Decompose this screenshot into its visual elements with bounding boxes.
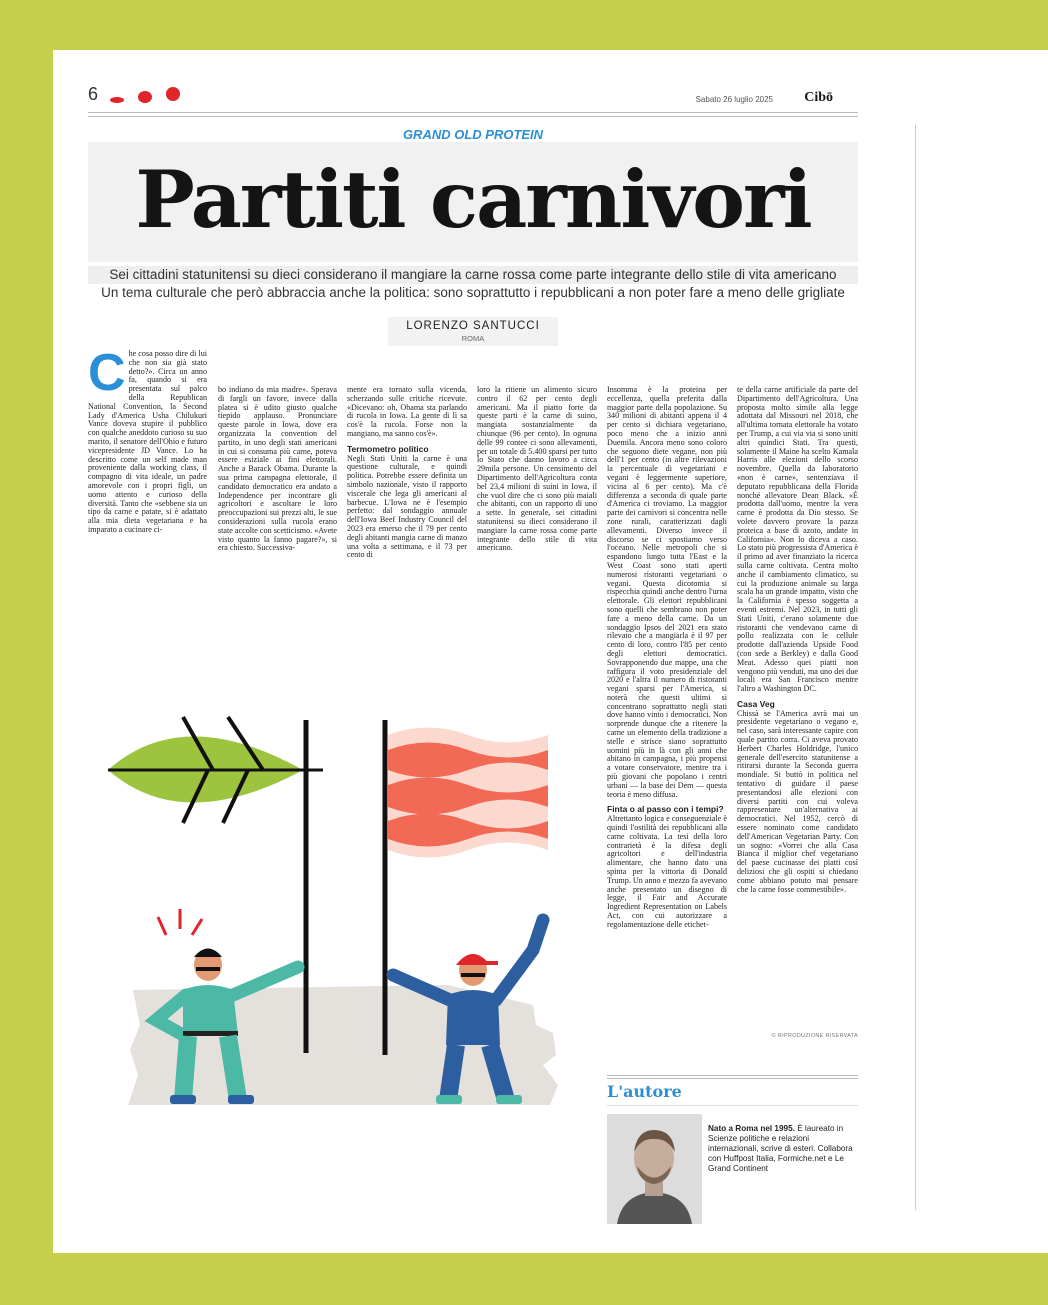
article-title: Partiti carnivori <box>135 153 811 246</box>
newspaper-page <box>53 50 1048 1253</box>
page-edge-line <box>915 125 916 1210</box>
subheading: Termometro politico <box>347 443 429 454</box>
red-dots-icon <box>110 86 190 104</box>
author-photo <box>607 1114 702 1224</box>
paragraph: te della carne artificiale da parte del Dipartimento dell'Agricoltura. Una proposta molto simile alla legge adottata dal Missouri nel 2018, che all'ultima tornata elettorale ha votato per Trump, a cui via via si sono uniti altri quindici Stati. Tra questi, solamente il Maine ha scelto Kamala Harris alle elezioni dello scorso novembre. Quella da laboratorio «non è carne», sentenziava il deputato repubblicana della Florida nonché allevatore Dean Black. «È prodotta dall'uomo, mentre la vera carne è prodotta da Dio stesso. Se volete davvero provare la pazza proteica a base di azoto, andate in California». Non lo diceva a caso. Lo stato più progressista d'America è il primo ad aver finanziato la ricerca sulla carne coltivata. Centra molto anche il cambiamento climatico, su cui la produzione animale su larga scala ha un grande impatto, visto che la California è spesso soggetta a eventi estremi. Nel 2023, in tutti gli Stati Uniti, c'erano solamente due ristoranti che vendevano carne di pollo realizzata con le cellule prodotte dall'azienda Upside Food (con sede a Berkley) e dalla Good Meat. Adesso quei piatti non vengono più venduti, ma uno dei due locali era San Francisco mentre l'altro a Washington DC. <box>737 386 858 694</box>
page-number: 6 <box>88 84 99 104</box>
author-bio <box>708 1124 858 1174</box>
standfirst-line-2: Un tema culturale che però abbraccia anche la politica: sono soprattutto i repubblicani a non poter fare a meno delle grigliate <box>101 285 845 300</box>
paragraph: Altrettanto logica e conseguenziale è quindi l'ostilità dei repubblicani alla carne coltivata. La tesi della loro contrarietà è la difesa degli agricoltori e dell'industria alimentare, che hanno dato una spinta per la vittoria di Donald Trump. Un anno e mezzo fa avevano anche presentato un disegno di legge, il Fair and Accurate Ingredient Representation on Labels Act, con cui autorizzare a regolamentazione delle etichet- <box>607 814 727 929</box>
drop-cap: C <box>88 350 126 402</box>
text-column-2 <box>218 386 337 586</box>
subheading: Finta o al passo con i tempi? <box>607 804 724 815</box>
paragraph: he cosa posso dire di lui che non sia già stato detto?». Circa un anno fa, quando si era presentata sul palco della Republican National Convention, la Second Lady d'America Usha Chilukuri Vance doveva stupire il pubblico con qualche aneddoto curioso su suo marito, il senatore dell'Ohio e futuro vicepresidente JD Vance. Lo ha descritto come un self made man proveniente dalla working class, il compagno di vita ideale, un padre amorevole con i propri figli, un uomo attento e curioso della diversità. Tanto che «sebbene sia un tipo da carne e patate, si è adattato alla mia dieta vegetariana e ha imparato a cucinare ci- <box>88 350 207 534</box>
author-bio-text: È laureato in Scienze politiche e relazioni internazionali, scrive di esteri. Collabora con Huffpost Italia, Formiche.net e Le Grand Continent <box>708 1124 853 1173</box>
author-name: LORENZO SANTUCCI <box>406 320 540 332</box>
text-column-1 <box>88 350 207 575</box>
leaf-flag <box>108 717 323 823</box>
section-brand: Cibō <box>804 90 833 105</box>
paragraph: Negli Stati Uniti la carne è una questione culturale, e quindi politica. Potrebbe essere definita un simbolo nazionale, visto il rapporto viscerale che lega gli americani al barbecue. L'Iowa ne è l'esempio perfetto: dal sondaggio annuale dell'Iowa Beef Industry Council del 2023 era emerso che il 79 per cento degli abitanti mangia carne di manzo una volta a settimana, e il 73 per cento di <box>347 453 467 560</box>
author-bio-lead: Nato a Roma nel 1995. <box>708 1124 795 1133</box>
paragraph: bo indiano da mia madre». Sperava di fargli un favore, invece dalla platea si è udito giusto qualche tiepido applauso. Pronunciare queste parole in Iowa, dove era organizzata la convention del partito, in uno degli stati americani in cui si consuma più carne, poteva essere esiziale ai fini elettorali. Anche a Barack Obama. Durante la sua prima campagna elettorale, il candidato democratico era andato a Independence per incontrare gli agricoltori e ascoltare le loro preoccupazioni sui prezzi alti, le sue considerazioni sulla rucola erano state accolte con scetticismo. «Avete visto quanto la fanno pagare?», si era chiesto. Successiva- <box>218 386 337 553</box>
subheading: Casa Veg <box>737 698 775 709</box>
standfirst-line-1: Sei cittadini statunitensi su dieci considerano il mangiare la carne rossa come parte integrante dello stile di vita americano <box>88 266 858 284</box>
paragraph: Chissà se l'America avrà mai un presidente vegetariano o vegano e, nel caso, sarà interessante capire con quale partito corra. Ci aveva provato Herbert Charles Holdridge, l'unico generale dell'esercito statunitense a ritirarsi durante la Seconda guerra mondiale. Si buttò in politica nel tentativo di guidare il paese presentandosi alle elezioni con diversi partiti con cui voleva rappresentare un'alternativa ai democratici. Nel 1952, cercò di essere nominato come candidato dell'American Vegetarian Party. Con un sogno: «Vorrei che alla Casa Bianca il miglior chef vegetariano del paese cucinasse dei piatti così deliziosi che gli ospiti si chiedano come abbiano potuto mai pensare che la carne fosse commestibile». <box>737 708 858 894</box>
illustration <box>88 595 593 1105</box>
standfirst <box>88 266 858 302</box>
paragraph: Insomma è la proteina per eccellenza, quella preferita dalla maggior parte della popolazione. Su 340 milioni di abitanti appena il 4 per cento si dichiara vegetariano, poco meno che a inizio anni Duemila. Ancora meno sono coloro che seguono diete vegane, non più dell'1 per cento (in altre rilevazioni la percentuale di vegetariani e vegani è leggermente superiore, vicina al 6 per cento). Ma c'è differenza a seconda di quale parte d'America ci troviamo. La maggior parte dei carnivori si concentra nelle zone rurali, caratterizzati dagli allevamenti. Diverso invece il discorso se ci spostiamo verso l'oceano. Nelle metropoli che si espandono lungo tutta l'East e la West Coast sono stati aperti numerosi ristoranti vegetariani o vegani. Questa dicotomia si rispecchia quindi anche dentro l'urna elettorale. Gli elettori repubblicani sono quelli che sembrano non poter fare a meno della carne. Da un sondaggio Ipsos del 2021 era stato rilevato che a mangiarla è il 97 per cento di loro, contro l'85 per cento degli elettori democratici. Sovrapponendo due mappe, una che raffigura il voto presidenziale del 2020 e l'altra il numero di ristoranti vegani sparsi per l'America, si noterà che questi ultimi si concentrano soprattutto negli stati dove hanno vinto i democratici. Non sorprende dunque che a ritenere la carne un elemento della tradizione a stelle e strisce siano soprattutto uomini più in là con gli anni che abitano in campagna, i più propensi a votare conservatore, mentre tra i più giovani che popolano i centri urbani — la base dei Dem — questa teoria è meno diffusa. <box>607 386 727 799</box>
kicker: GRAND OLD PROTEIN <box>402 127 544 142</box>
dateline-place: ROMA <box>461 334 485 343</box>
header-rule <box>88 112 858 117</box>
page-header <box>88 84 858 110</box>
author-box-rule <box>607 1075 858 1079</box>
author-box-divider <box>607 1105 858 1106</box>
author-box-title: L'autore <box>607 1082 682 1101</box>
bacon-flag <box>388 728 548 858</box>
text-column-4 <box>477 386 597 586</box>
text-column-6 <box>737 386 858 1026</box>
copyright-notice: © RIPRODUZIONE RISERVATA <box>771 1033 858 1039</box>
text-column-3 <box>347 386 467 586</box>
paragraph: mente era tornato sulla vicenda, scherzando sulle critiche ricevute. «Dicevano: oh, Obama sta parlando di rucola in Iowa. La gente di lì sa cos'è la rucola. Forse non la mangiano, ma sanno cos'è». <box>347 386 467 438</box>
byline <box>388 317 558 346</box>
issue-date: Sabato 26 luglio 2025 <box>695 95 773 104</box>
text-column-5 <box>607 386 727 1106</box>
paragraph: loro la ritiene un alimento sicuro contro il 62 per cento degli americani. Ma il piatto forte da queste parti è la carne di suino, mangiata sostanzialmente da chiunque (96 per cento). In ognuna delle 99 contee ci sono allevamenti, per un totale di 5.400 sparsi per tutto lo Stato che danno lavoro a circa 29mila persone. Un censimento del Dipartimento dell'Agricoltura conta bel 23,4 milioni di suini in Iowa, il che vuol dire che ci sono più maiali che abitanti, con un rapporto di uno a sette. In generale, sei cittadini statunitensi su dieci considerano il mangiare la carne rossa come parte integrante dello stile di vita americano. <box>477 386 597 553</box>
